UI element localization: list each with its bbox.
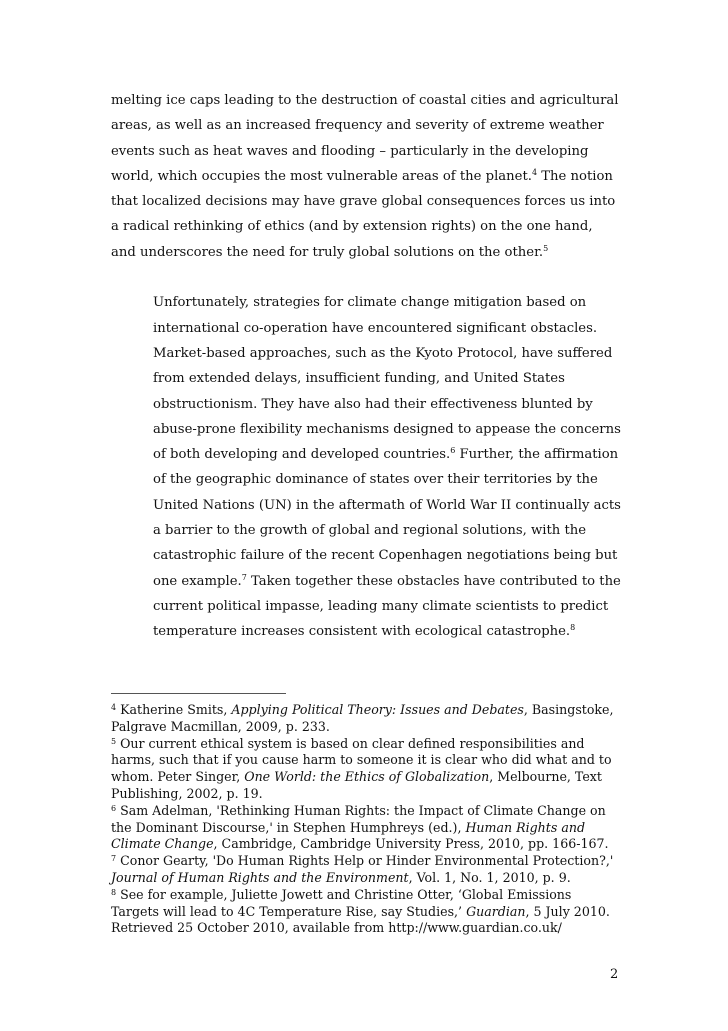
paragraph-1 xyxy=(111,88,621,265)
footnote-ref-5: 5 xyxy=(543,243,549,253)
footnote-ref-6: 6 xyxy=(450,446,456,456)
footnote-8 xyxy=(111,887,621,937)
footnote-ref-7: 7 xyxy=(241,572,247,582)
footnotes xyxy=(111,702,621,937)
footnote-6 xyxy=(111,803,621,853)
footnote-text: Our current ethical system is based on clear defined responsibilities and harms, such that if you cause harm to someone it is clear who did what and to whom. Peter Singer, xyxy=(111,735,612,785)
footnote-text: See for example, Juliette Jowett and Christine Otter, ‘Global Emissions Targets will lead to 4C Temperature Rise, say Studies,’ xyxy=(111,886,572,919)
footnote-title: One World: the Ethics of Globalization xyxy=(244,769,490,785)
paragraph-text: Unfortunately, strategies for climate change mitigation based on international co-operation have encountered significant obstacles. Market-based approaches, such as the Kyoto Protocol, have suffered from extended delays, insufficient funding, and United States obstructionism. They have also had their effectiveness blunted by abuse-prone flexibility mechanisms designed to appease the concerns of both developing and developed countries. xyxy=(153,295,621,463)
footnote-number: 4 xyxy=(111,703,117,712)
body-text xyxy=(111,88,621,645)
footnote-number: 5 xyxy=(111,736,117,746)
footnote-text: , Vol. 1, No. 1, 2010, p. 9. xyxy=(408,869,571,885)
footnote-number: 7 xyxy=(111,854,117,864)
paragraph-text: melting ice caps leading to the destruction of coastal cities and agricultural areas, as well as an increased frequency and severity of extreme weather events such as heat waves and flooding – particularly in the developing world, which occupies the most vulnerable areas of the planet. xyxy=(111,93,619,184)
footnote-text: , 5 July 2010. Retrieved 25 October 2010, available from http://www.guardian.co.uk/ xyxy=(111,903,610,936)
paragraph-text: The notion that localized decisions may have grave global consequences forces us into a radical rethinking of ethics (and by extension rights) on the one hand, and underscores the need for truly global solutions on the other. xyxy=(111,168,616,260)
footnote-text: , Basingstoke, Palgrave Macmillan, 2009, p. 233. xyxy=(111,702,614,734)
paragraph-2 xyxy=(111,290,621,644)
footnote-4 xyxy=(111,702,621,736)
footnote-title: Guardian xyxy=(466,903,526,919)
footnote-5 xyxy=(111,736,621,803)
footnote-text: Conor Gearty, 'Do Human Rights Help or Hinder Environmental Protection?,' xyxy=(116,853,614,869)
footnote-text: Katherine Smits, xyxy=(116,702,232,717)
footnote-ref-8: 8 xyxy=(570,623,576,633)
paragraph-spacer xyxy=(111,265,621,290)
footnote-separator xyxy=(111,693,286,694)
footnote-number: 6 xyxy=(111,803,117,813)
footnote-number: 8 xyxy=(111,887,117,897)
paragraph-text: Taken together these obstacles have contributed to the current political impasse, leading many climate scientists to predict temperature increases consistent with ecological catastrophe. xyxy=(153,573,621,640)
footnote-text: Sam Adelman, 'Rethinking Human Rights: the Impact of Climate Change on the Dominant Discourse,' in Stephen Humphreys (ed.), xyxy=(111,802,606,835)
paragraph-text: Further, the affirmation of the geographic dominance of states over their territories by the United Nations (UN) in the aftermath of World War II continually acts a barrier to the growth of global and regional solutions, with the catastrophic failure of the recent Copenhagen negotiations being but one example. xyxy=(153,447,621,589)
footnote-text: , Cambridge, Cambridge University Press, 2010, pp. 166-167. xyxy=(213,836,609,852)
footnote-title: Human Rights and Climate Change xyxy=(111,819,586,852)
footnote-7 xyxy=(111,853,621,887)
footnote-title: Journal of Human Rights and the Environment xyxy=(111,869,409,885)
footnote-text: , Melbourne, Text Publishing, 2002, p. 19. xyxy=(111,769,602,801)
footnote-ref-4: 4 xyxy=(531,167,538,177)
footnote-title: Applying Political Theory: Issues and Debates xyxy=(231,702,524,717)
page-number: 2 xyxy=(610,967,619,982)
